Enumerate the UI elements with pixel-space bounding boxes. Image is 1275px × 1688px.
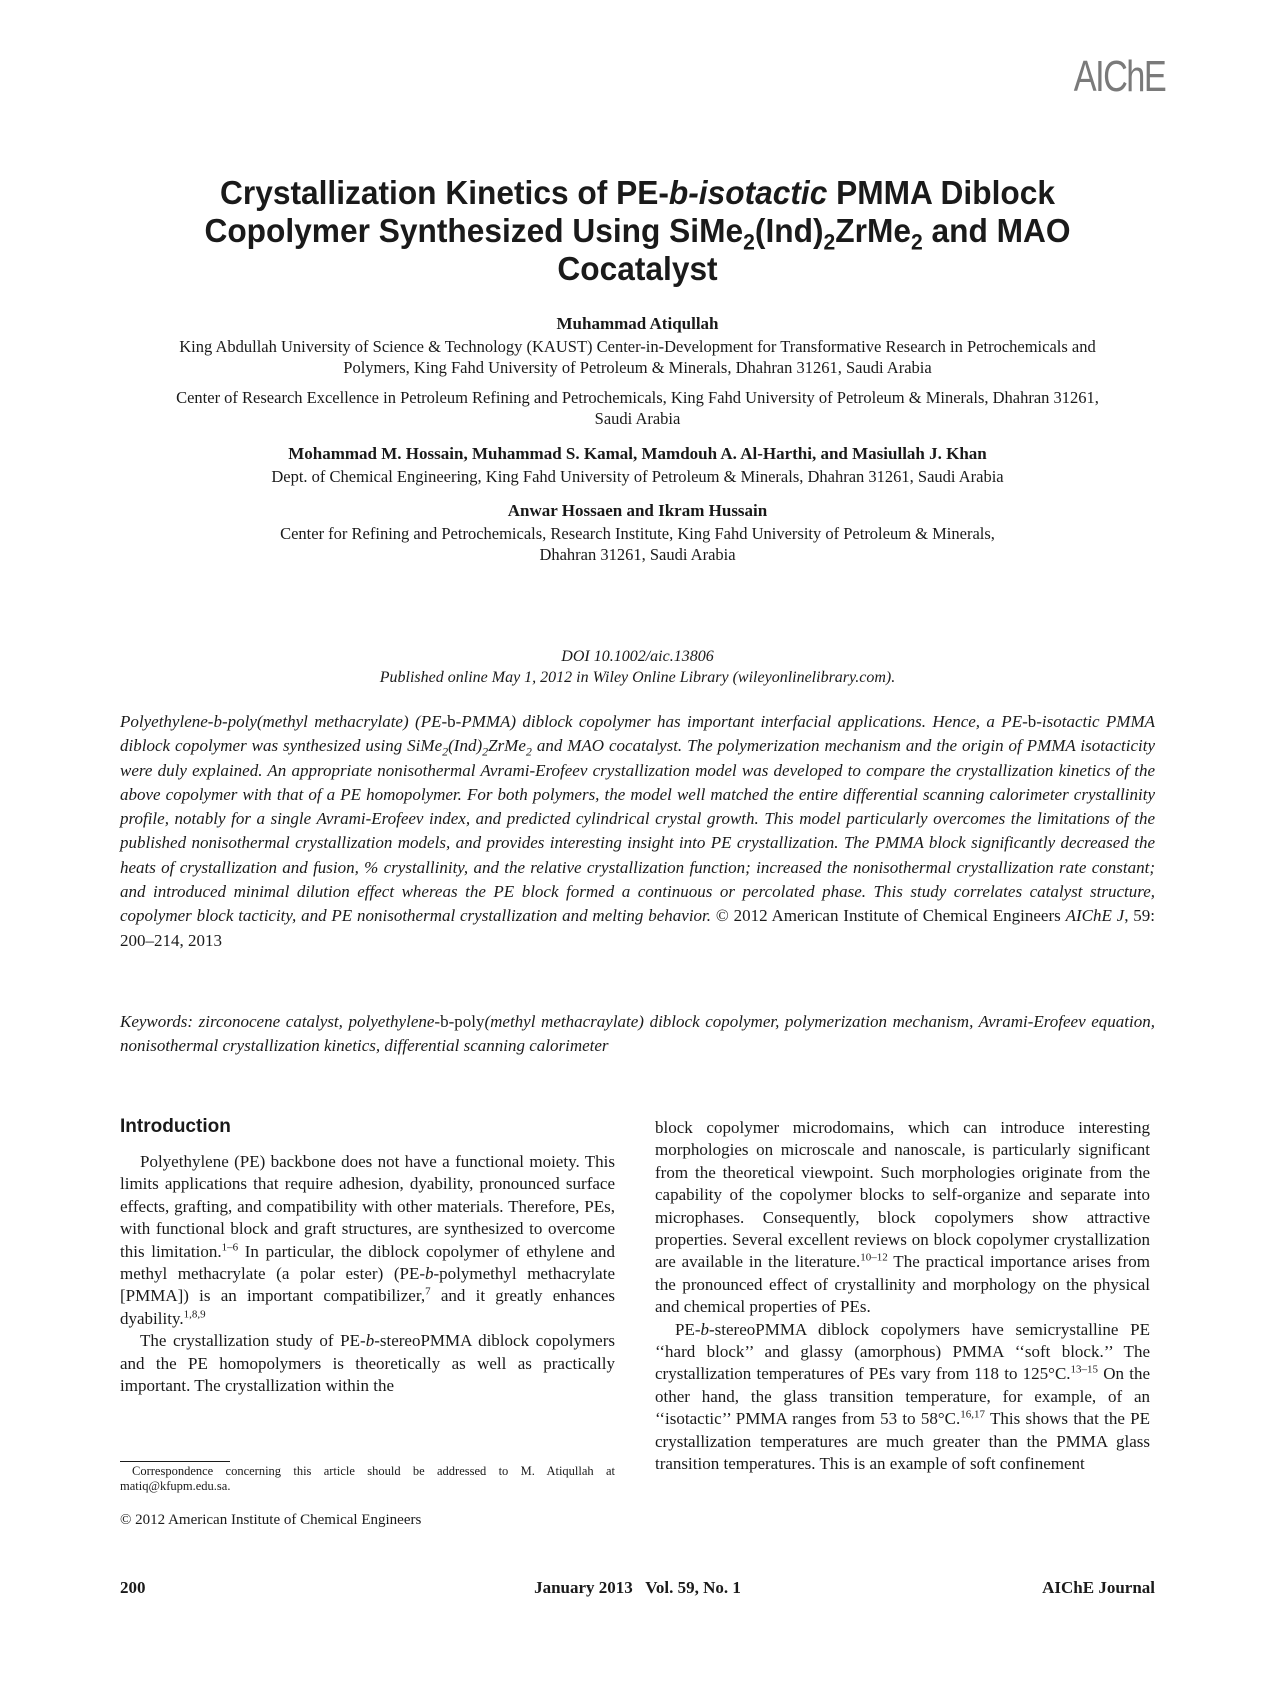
keywords: Keywords: zirconocene catalyst, polyethylene-b-poly(methyl methacraylate) diblock copolymer, polymerization mechanism, Avrami-Erofeev equation, nonisothermal crystallization kinetics, differential scanning calorimeter (120, 1012, 1155, 1055)
author-group-2 (120, 443, 1155, 487)
affiliation: Center of Research Excellence in Petroleum Refining and Petrochemicals, King Fahd University of Petroleum & Minerals, Dhahran 31261, Saudi Arabia (176, 388, 1099, 428)
affiliation: Center for Refining and Petrochemicals, Research Institute, King Fahd University of Petroleum & Minerals, Dhahran 31261, Saudi Arabia (280, 524, 995, 564)
author-group-1 (120, 313, 1155, 429)
affiliation: Dept. of Chemical Engineering, King Fahd University of Petroleum & Minerals, Dhahran 31261, Saudi Arabia (271, 467, 1004, 486)
abstract: Polyethylene-b-poly(methyl methacrylate) (PE-b-PMMA) diblock copolymer has important interfacial applications. Hence, a PE-b-isotactic PMMA diblock copolymer was synthesized using $SiMe_2(Ind)_2ZrMe_2$ and MAO cocatalyst. The polymerization mechanism and the origin of PMMA isotacticity were duly explained. An appropriate nonisothermal Avrami-Erofeev crystallization model was developed to compare the crystallization kinetics of the above copolymer with that of a PE homopolymer. For both polymers, the model well matched the entire differential scanning calorimeter crystallinity profile, notably for a single Avrami-Erofeev index, and predicted cylindrical crystal growth. This model particularly overcomes the limitations of the published nonisothermal crystallization models, and provides interesting insight into PE crystallization. The PMMA block significantly decreased the heats of crystallization and fusion, % crystallinity, and the relative crystallization function; increased the nonisothermal crystallization rate constant; and introduced minimal dilution effect whereas the PE block formed a continuous or percolated phase. This study correlates catalyst structure, copolymer block tacticity, and PE nonisothermal crystallization and melting behavior. © 2012 American Institute of Chemical Engineers AIChE J, 59: 200–214, 2013 (120, 712, 1155, 950)
title-line3: Cocatalyst (557, 250, 718, 287)
author-names: Mohammad M. Hossain, Muhammad S. Kamal, Mamdouh A. Al-Harthi, and Masiullah J. Khan (288, 444, 987, 463)
author-names: Muhammad Atiqullah (556, 314, 719, 333)
author-group-3 (120, 500, 1155, 565)
paragraph: Polyethylene (PE) backbone does not have a functional moiety. This limits applications that require adhesion, dyability, pronounced surface effects, grafting, and compatibility with other materials. Therefore, PEs, with functional block and graft structures, are synthesized to overcome this limitation.$^{1-6}$ In particular, the diblock copolymer of ethylene and methyl methacrylate (a polar ester) (PE-b-polymethyl methacrylate [PMMA]) is an important compatibilizer,$^7$ and it greatly enhances dyability.$^{1,8,9}$ (120, 1152, 616, 1328)
affiliation: King Abdullah University of Science & Technology (KAUST) Center-in-Development for Transformative Research in Petrochemicals and Polymers, King Fahd University of Petroleum & Minerals, Dhahran 31261, Saudi Arabia (179, 337, 1096, 377)
title-line2: Copolymer Synthesized Using $SiMe_2(Ind)_2ZrMe_2$ and MAO (204, 212, 1071, 255)
doi[interactable]: DOI 10.1002/aic.13806 (561, 648, 714, 665)
author-names: Anwar Hossaen and Ikram Hussain (507, 501, 768, 520)
journal-logo: AIChE (1073, 52, 1165, 101)
copyright-notice: © 2012 American Institute of Chemical Engineers (120, 1512, 422, 1528)
journal-name: AIChE Journal (1042, 1578, 1155, 1597)
paragraph: block copolymer microdomains, which can introduce interesting morphologies on microscale and nanoscale, is particularly significant from the theoretical viewpoint. Such morphologies originate from the capability of the copolymer blocks to self-organize and separate into microphases. Consequently, block copolymers show attractive properties. Several excellent reviews on block copolymer crystallization are available in the literature.$^{10-12}$ The practical importance arises from the pronounced effect of crystallinity and morphology on the physical and chemical properties of PEs. (655, 1118, 1150, 1317)
left-column (120, 1151, 615, 1397)
article-title (141, 174, 1135, 288)
paragraph: The crystallization study of PE-b-stereoPMMA diblock copolymers and the PE homopolymers is theoretically as well as practically important. The crystallization within the (120, 1331, 615, 1396)
section-heading-introduction: Introduction (120, 1116, 231, 1137)
page-number: 200 (120, 1578, 146, 1597)
right-column (655, 1117, 1150, 1476)
title-line1: Crystallization Kinetics of PE-b-isotactic PMMA Diblock (220, 174, 1055, 211)
issue-info: January 2013 Vol. 59, No. 1 (534, 1578, 741, 1597)
paragraph: PE-b-stereoPMMA diblock copolymers have semicrystalline PE ‘‘hard block’’ and glassy (amorphous) PMMA ‘‘soft block.’’ The crystallization temperatures of PEs vary from 118 to 125°C.$^{13-15}$ On the other hand, the glass transition temperature, for example, of an ‘‘isotactic’’ PMMA ranges from 53 to 58°C.$^{16,17}$ This shows that the PE crystallization temperatures are much greater than the PMMA glass transition temperatures. This is an example of soft confinement (655, 1319, 1150, 1474)
doi-block (120, 646, 1155, 688)
correspondence-footnote: Correspondence concerning this article should be addressed to M. Atiqullah at matiq@kfupm.edu.sa. (120, 1464, 615, 1493)
published-online: Published online May 1, 2012 in Wiley Online Library (wileyonlinelibrary.com). (379, 669, 896, 686)
footnote-rule (120, 1461, 230, 1462)
